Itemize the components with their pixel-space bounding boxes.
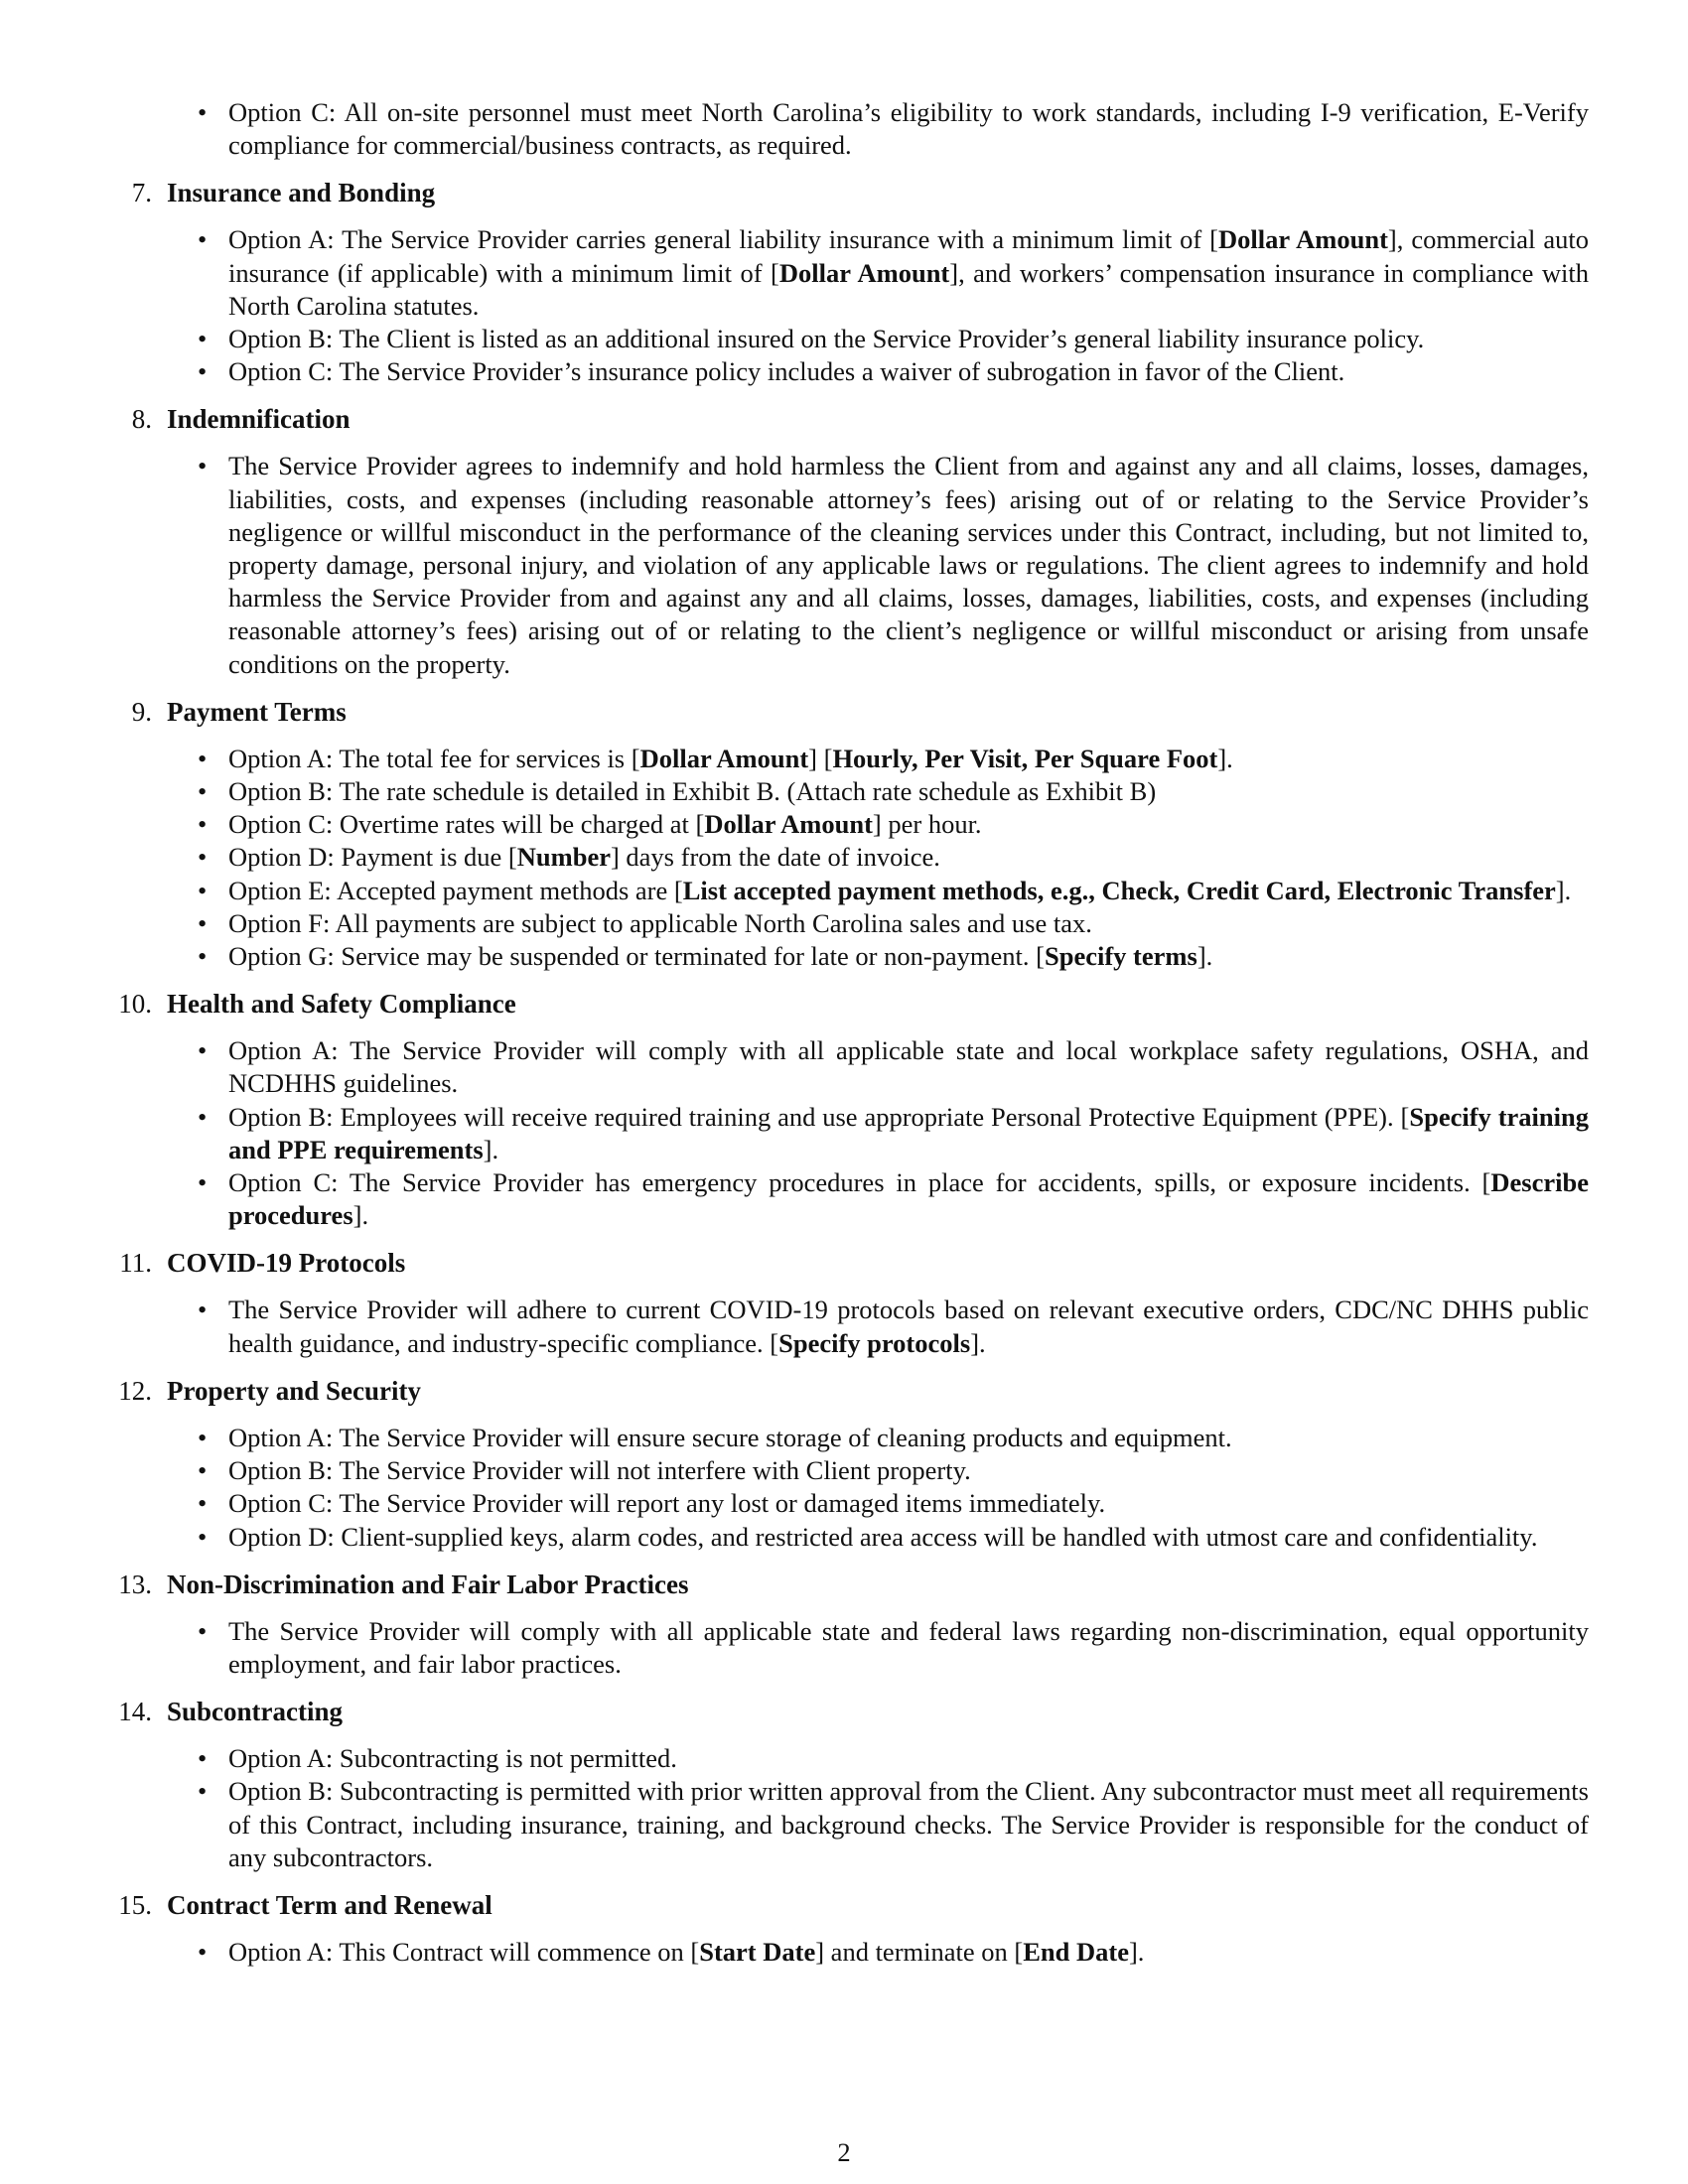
list-item <box>228 743 1589 775</box>
item-text: Option C: The Service Provider will report any lost or damaged items immediately. <box>228 1488 1106 1519</box>
section-heading <box>0 1888 1688 1922</box>
list-item <box>228 841 1589 874</box>
section-title: COVID-19 Protocols <box>167 1248 406 1279</box>
item-text: ] days from the date of invoice. <box>610 842 940 873</box>
placeholder-field: Specify training and PPE requirements <box>228 1101 1589 1164</box>
section <box>0 1374 1688 1554</box>
item-text: Option B: Employees will receive required training and use appropriate Personal Protective Equipment (PPE). [ <box>228 1101 1410 1132</box>
section <box>0 695 1688 973</box>
list-item <box>228 355 1589 388</box>
list-item <box>228 1454 1589 1487</box>
item-text: ] per hour. <box>872 809 982 840</box>
item-text: Option A: The total fee for services is [ <box>228 743 640 773</box>
section-heading <box>0 987 1688 1021</box>
item-text: Option D: Client-supplied keys, alarm codes, and restricted area access will be handled with utmost care and confidentiality. <box>228 1521 1538 1552</box>
item-text: Option F: All payments are subject to applicable North Carolina sales and use tax. <box>228 907 1092 938</box>
placeholder-field: End Date <box>1023 1936 1129 1967</box>
list-item <box>228 775 1589 808</box>
item-text: Option C: All on-site personnel must meet North Carolina’s eligibility to work standards, including I-9 verification, E-Verify compliance for commercial/business contracts, as required. <box>228 97 1589 161</box>
list-item <box>228 323 1589 355</box>
section-bullet-list <box>0 1742 1589 1874</box>
section-number: 12. <box>118 1375 152 1406</box>
placeholder-field: Specify protocols <box>778 1327 971 1358</box>
section-number: 10. <box>118 989 152 1020</box>
section-bullet-list <box>0 450 1589 680</box>
list-item <box>228 1034 1589 1100</box>
item-text: Option E: Accepted payment methods are [ <box>228 875 683 905</box>
item-text: Option G: Service may be suspended or terminated for late or non-payment. [ <box>228 941 1045 972</box>
item-text: ]. <box>1217 743 1233 773</box>
list-item <box>228 96 1589 162</box>
list-item <box>228 808 1589 841</box>
item-text: ]. <box>483 1134 499 1164</box>
item-text: Option B: The Service Provider will not interfere with Client property. <box>228 1455 971 1486</box>
item-text: Option C: The Service Provider has emergency procedures in place for accidents, spills, or exposure incidents. [ <box>228 1167 1491 1198</box>
section <box>0 1695 1688 1874</box>
list-item <box>228 1936 1589 1969</box>
section-bullet-list <box>0 1294 1589 1359</box>
list-item <box>228 1294 1589 1359</box>
section-heading <box>0 1568 1688 1601</box>
list-item <box>228 450 1589 680</box>
item-text: ]. <box>1128 1936 1145 1967</box>
item-text: ] and terminate on [ <box>815 1936 1024 1967</box>
list-item <box>228 1422 1589 1454</box>
section-title: Subcontracting <box>167 1697 344 1727</box>
list-item <box>228 907 1589 940</box>
list-item <box>228 1101 1589 1166</box>
item-text: Option A: This Contract will commence on [ <box>228 1936 700 1967</box>
placeholder-field: Dollar Amount <box>1218 224 1388 255</box>
numbered-sections <box>0 176 1688 1969</box>
section-number: 11. <box>119 1248 152 1279</box>
section <box>0 176 1688 388</box>
item-text: The Service Provider will adhere to current COVID-19 protocols based on relevant executive orders, CDC/NC DHHS public health guidance, and industry-specific compliance. [ <box>228 1295 1589 1358</box>
item-text: Option A: The Service Provider will comply with all applicable state and local workplace safety regulations, OSHA, and NCDHHS guidelines. <box>228 1035 1589 1099</box>
list-item <box>228 940 1589 973</box>
section <box>0 402 1688 680</box>
section-title: Insurance and Bonding <box>167 178 436 208</box>
section-number: 9. <box>131 696 152 727</box>
item-text: ]. <box>352 1200 369 1231</box>
list-item <box>228 1742 1589 1775</box>
placeholder-field: Dollar Amount <box>639 743 809 773</box>
section <box>0 1888 1688 1969</box>
placeholder-field: Dollar Amount <box>778 257 950 288</box>
section-number: 14. <box>118 1697 152 1727</box>
item-text: ]. <box>1555 875 1572 905</box>
list-item <box>228 223 1589 323</box>
section <box>0 987 1688 1232</box>
item-text: ]. <box>1196 941 1213 972</box>
item-text: Option B: The Client is listed as an additional insured on the Service Provider’s general liability insurance policy. <box>228 324 1425 354</box>
list-item <box>228 1775 1589 1874</box>
section-heading <box>0 1246 1688 1280</box>
section-title: Payment Terms <box>167 696 347 727</box>
placeholder-field: Start Date <box>699 1936 816 1967</box>
item-text: ], commercial auto insurance (if applicable) with a minimum limit of [ <box>228 224 1589 288</box>
item-text: Option B: Subcontracting is permitted with prior written approval from the Client. Any subcontractor must meet all requirements of this Contract, including insurance, training, and background checks. The Service Provider is responsible for the conduct of any subcontractors. <box>228 1776 1589 1872</box>
placeholder-field: Number <box>516 842 611 873</box>
section-title: Health and Safety Compliance <box>167 989 516 1020</box>
section-bullet-list <box>0 1422 1589 1554</box>
section-heading <box>0 1374 1688 1408</box>
item-text: ] [ <box>808 743 833 773</box>
list-item <box>228 1521 1589 1554</box>
section-bullet-list <box>0 223 1589 388</box>
section-heading <box>0 1695 1688 1728</box>
item-text: The Service Provider will comply with all applicable state and federal laws regarding non-discrimination, equal opportunity employment, and fair labor practices. <box>228 1615 1589 1679</box>
placeholder-field: Describe procedures <box>228 1167 1589 1231</box>
section <box>0 1246 1688 1359</box>
section-number: 8. <box>131 404 152 435</box>
item-text: Option B: The rate schedule is detailed in Exhibit B. (Attach rate schedule as Exhibit B) <box>228 776 1157 807</box>
section-bullet-list <box>0 1936 1589 1969</box>
item-text: Option C: The Service Provider’s insurance policy includes a waiver of subrogation in favor of the Client. <box>228 356 1345 387</box>
section-title: Contract Term and Renewal <box>167 1889 492 1920</box>
item-text: Option C: Overtime rates will be charged at [ <box>228 809 705 840</box>
item-text: Option D: Payment is due [ <box>228 842 517 873</box>
item-text: Option A: Subcontracting is not permitted. <box>228 1743 677 1774</box>
list-item <box>228 1487 1589 1520</box>
section-heading <box>0 402 1688 436</box>
list-item <box>228 1166 1589 1232</box>
section-title: Non-Discrimination and Fair Labor Practices <box>167 1569 689 1599</box>
item-text: ]. <box>970 1327 986 1358</box>
carryover-bullet-list <box>0 96 1589 162</box>
section-title: Property and Security <box>167 1375 421 1406</box>
section-number: 15. <box>118 1889 152 1920</box>
section-heading <box>0 695 1688 729</box>
section-number: 13. <box>118 1569 152 1599</box>
list-item <box>228 1615 1589 1681</box>
item-text: Option A: The Service Provider will ensure secure storage of cleaning products and equipment. <box>228 1422 1232 1452</box>
placeholder-field: Specify terms <box>1045 941 1197 972</box>
section <box>0 1568 1688 1681</box>
item-text: ], and workers’ compensation insurance in compliance with North Carolina statutes. <box>228 257 1589 321</box>
placeholder-field: Dollar Amount <box>704 809 873 840</box>
section-heading <box>0 176 1688 209</box>
item-text: The Service Provider agrees to indemnify and hold harmless the Client from and against any and all claims, losses, damages, liabilities, costs, and expenses (including reasonable attorney’s fees) arising out of or relating to the Service Provider’s negligence or willful misconduct in the performance of the cleaning services under this Contract, including, but not limited to, property damage, personal injury, and violation of any applicable laws or regulations. The client agrees to indemnify and hold harmless the Service Provider from and against any and all claims, losses, damages, liabilities, costs, and expenses (including reasonable attorney’s fees) arising out of or relating to the client’s negligence or willful misconduct or arising from unsafe conditions on the property. <box>228 451 1589 679</box>
section-bullet-list <box>0 1615 1589 1681</box>
section-number: 7. <box>131 178 152 208</box>
page-number: 2 <box>837 2137 851 2167</box>
section-bullet-list <box>0 1034 1589 1232</box>
item-text: Option A: The Service Provider carries general liability insurance with a minimum limit of [ <box>228 224 1218 255</box>
placeholder-field: List accepted payment methods, e.g., Check, Credit Card, Electronic Transfer <box>682 875 1556 905</box>
section-bullet-list <box>0 743 1589 973</box>
list-item <box>228 875 1589 907</box>
section-title: Indemnification <box>167 404 351 435</box>
placeholder-field: Hourly, Per Visit, Per Square Foot <box>832 743 1218 773</box>
